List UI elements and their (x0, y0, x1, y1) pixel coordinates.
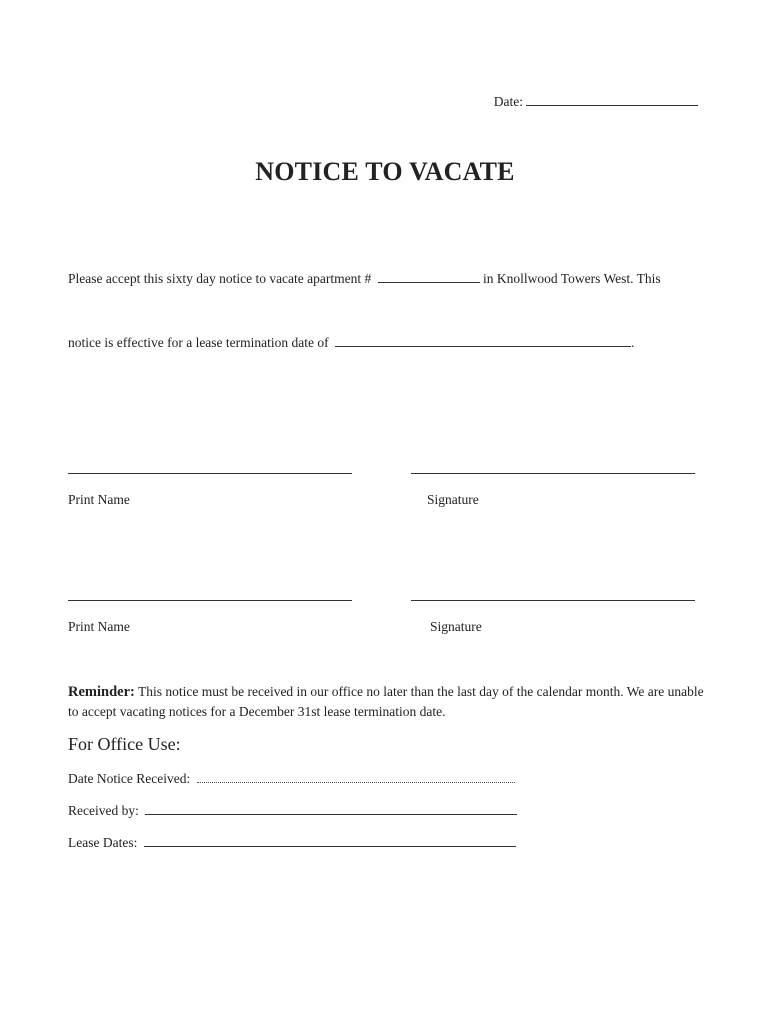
print-name-line-2[interactable] (68, 600, 352, 601)
print-name-line-1[interactable] (68, 473, 352, 474)
termination-date-blank[interactable] (335, 334, 631, 347)
received-by-blank[interactable] (145, 802, 517, 815)
notice-text-2: in Knollwood Towers West. This (483, 271, 661, 286)
notice-paragraph-line2 (68, 334, 634, 351)
date-blank[interactable] (526, 93, 698, 106)
notice-text-1: Please accept this sixty day notice to vacate apartment # (68, 271, 372, 286)
date-received-label: Date Notice Received: (68, 771, 191, 786)
reminder-paragraph (68, 682, 708, 722)
lease-dates-label: Lease Dates: (68, 835, 138, 850)
reminder-text: This notice must be received in our office no later than the last day of the calendar month. We are unable to accept vacating notices for a December 31st lease termination date. (68, 684, 704, 719)
date-field[interactable] (494, 93, 698, 110)
notice-period: . (631, 335, 635, 350)
date-received-field[interactable] (68, 770, 515, 787)
lease-dates-blank[interactable] (144, 834, 516, 847)
notice-paragraph-line1 (68, 270, 661, 287)
date-label: Date: (493, 94, 523, 109)
date-received-blank[interactable] (197, 770, 515, 783)
received-by-label: Received by: (68, 803, 139, 818)
print-name-label-1: Print Name (68, 492, 130, 507)
received-by-field[interactable] (68, 802, 517, 819)
page-title: NOTICE TO VACATE (255, 157, 515, 186)
office-use-heading: For Office Use: (68, 734, 181, 754)
signature-label-1: Signature (427, 492, 479, 507)
signature-line-2[interactable] (411, 600, 695, 601)
lease-dates-field[interactable] (68, 834, 516, 851)
reminder-label: Reminder: (68, 684, 135, 700)
signature-line-1[interactable] (411, 473, 695, 474)
signature-label-2: Signature (430, 619, 482, 634)
apartment-number-blank[interactable] (378, 270, 480, 283)
notice-text-3: notice is effective for a lease termination date of (68, 335, 329, 350)
print-name-label-2: Print Name (68, 619, 130, 634)
